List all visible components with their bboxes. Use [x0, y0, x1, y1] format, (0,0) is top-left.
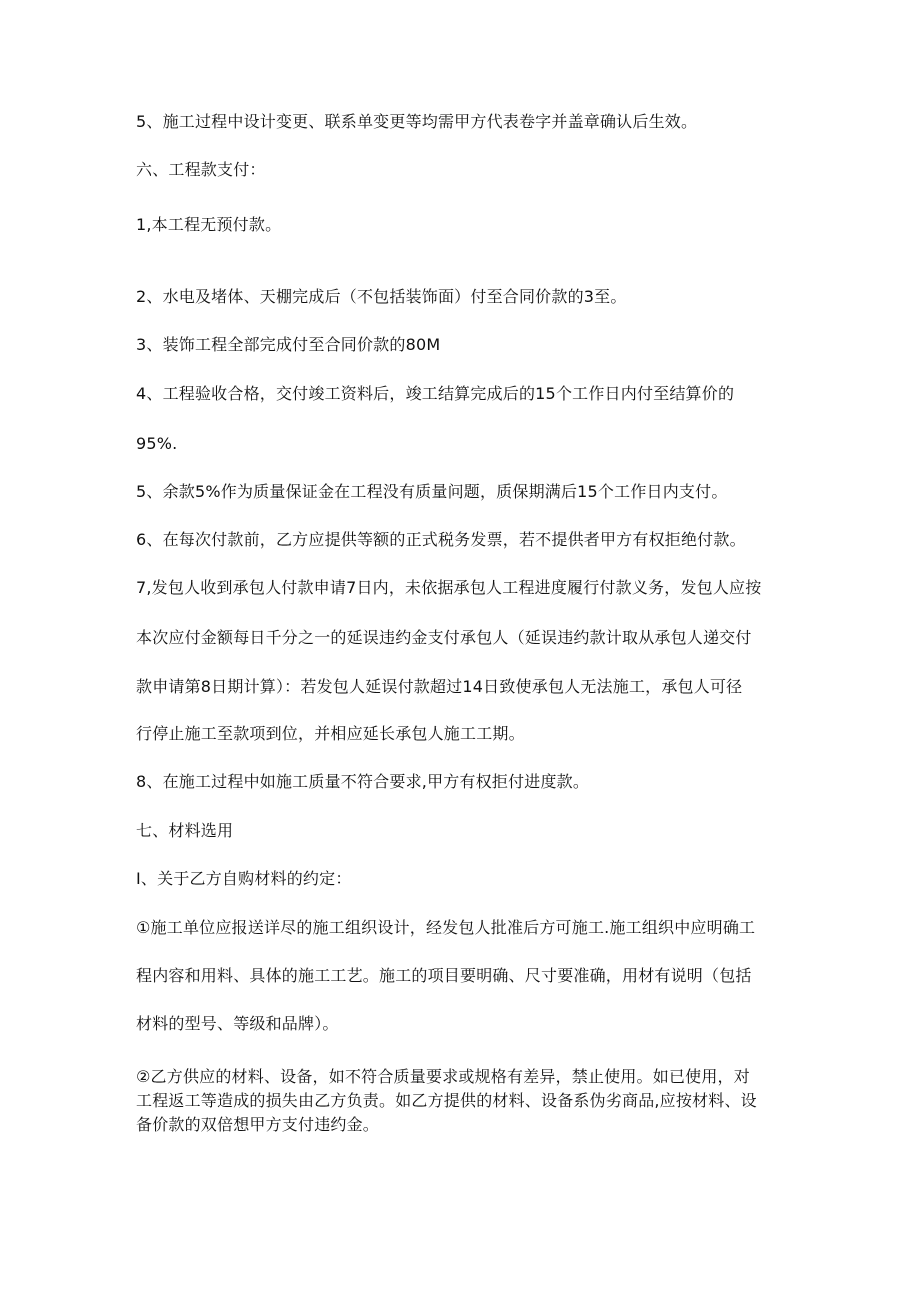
payment-item-8: 8、在施工过程中如施工质量不符合要求,甲方有权拒付进度款。 — [136, 772, 590, 791]
payment-item-5: 5、余款5%作为质量保证金在工程没有质量问题，质保期满后15个工作日内支付。 — [136, 482, 728, 501]
materials-sub-2-cont-2: 备价款的双倍想甲方支付违约金。 — [136, 1115, 380, 1134]
payment-item-6: 6、在每次付款前，乙方应提供等额的正式税务发票，若不提供者甲方有权拒绝付款。 — [136, 530, 746, 549]
materials-sub-1-cont-1: 程内容和用料、具体的施工工艺。施工的项目要明确、尺寸要准确，用材有说明（包括 — [136, 966, 752, 985]
section-heading-payment: 六、工程款支付： — [136, 160, 266, 179]
payment-item-4-cont: 95%. — [136, 434, 178, 453]
payment-item-2: 2、水电及堵体、天棚完成后（不包括装饰面）付至合同价款的3至。 — [136, 287, 627, 306]
materials-sub-2: ②乙方供应的材料、设备，如不符合质量要求或规格有差异，禁止使用。如已使用，对 — [136, 1067, 750, 1086]
section-heading-materials: 七、材料选用 — [136, 821, 234, 840]
clause-5-design-change: 5、施工过程中设计变更、联系单变更等均需甲方代表卷字并盖章确认后生效。 — [136, 112, 698, 131]
payment-item-7-cont-3: 行停止施工至款项到位，并相应延长承包人施工工期。 — [136, 724, 525, 743]
payment-item-4: 4、工程验收合格，交付竣工资料后，竣工结算完成后的15个工作日内付至结算价的 — [136, 384, 735, 403]
payment-item-7: 7,发包人收到承包人付款申请7日内，未依据承包人工程进度履行付款义务，发包人应按 — [136, 578, 762, 597]
materials-item-1: I、关于乙方自购材料的约定： — [136, 869, 352, 888]
payment-item-7-cont-1: 本次应付金额每日千分之一的延误违约金支付承包人（延误违约款计取从承包人递交付 — [136, 628, 752, 647]
payment-item-7-cont-2: 款申请第8日期计算）：若发包人延误付款超过14日致使承包人无法施工，承包人可径 — [136, 677, 743, 696]
payment-item-3: 3、装饰工程全部完成付至合同价款的80M — [136, 335, 441, 354]
materials-sub-1-cont-2: 材料的型号、等级和品牌）。 — [136, 1014, 339, 1033]
materials-sub-1: ①施工单位应报送详尽的施工组织设计，经发包人批准后方可施工.施工组织中应明确工 — [136, 918, 756, 937]
materials-sub-2-cont-1: 工程返工等造成的损失由乙方负责。如乙方提供的材料、设备系伪劣商品,应按材料、设 — [136, 1091, 757, 1110]
payment-item-1: 1,本工程无预付款。 — [136, 215, 282, 234]
